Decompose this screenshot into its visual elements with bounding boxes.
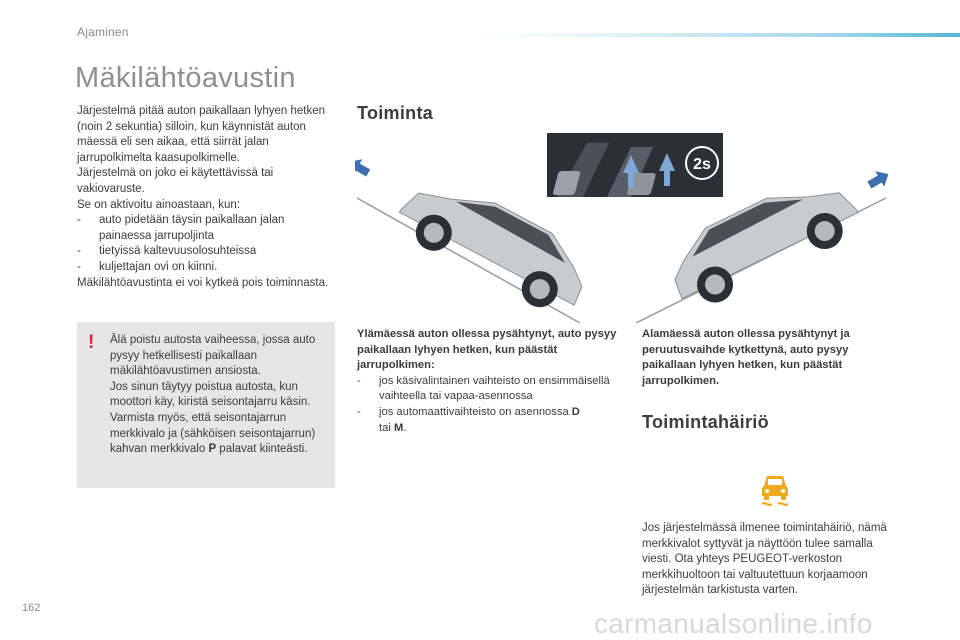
intro-paragraph-4: Mäkilähtöavustinta ei voi kytkeä pois toiminnasta. (77, 276, 329, 289)
caption-uphill (357, 327, 625, 436)
list-item: - tietyissä kaltevuusolosuhteissa (77, 245, 257, 258)
caption-downhill: Alamäessä auton ollessa pysähtynyt ja peruutusvaihde kytkettynä, auto pysyy paikallaan lyhyen hetken, kun päästät jarrupolkimen. (642, 328, 850, 387)
header-rule (480, 33, 960, 37)
fault-text: Jos järjestelmässä ilmenee toimintahäiriö, nämä merkkivalot syttyvät ja näyttöön tulee samalla viesti. Ota yhteys PEUGEOT-verkoston merkkihuoltoon tai valtuutettuun korjaamoon järjestelmän tarkistusta varten. (642, 522, 887, 597)
car-downhill-illustration (636, 158, 901, 328)
intro-paragraph-2: Järjestelmä on joko ei käytettävissä tai vakiovaruste. (77, 167, 274, 195)
intro-text (77, 104, 339, 291)
warning-icon: ! (88, 332, 95, 353)
section-label: Ajaminen (77, 25, 129, 39)
intro-paragraph-1: Järjestelmä pitää auton paikallaan lyhyen hetken (noin 2 sekuntia) silloin, kun käynnistät auton mäessä eli sen aikaa, että siirrät jalan jarrupolkimelta kaasupolkimelle. (77, 105, 326, 164)
heading-toiminta: Toiminta (357, 103, 434, 123)
watermark: carmanualsonline.info (594, 608, 873, 639)
list-item: - jos käsivalintainen vaihteisto on ensimmäisellä vaihteella tai vapaa-asennossa (357, 374, 610, 403)
car-downhill-image (636, 158, 901, 323)
intro-paragraph-3: Se on aktivoitu ainoastaan, kun: (77, 198, 241, 211)
skid-warning-icon (758, 472, 792, 513)
page-number: 162 (22, 602, 41, 614)
car-uphill-illustration (355, 158, 630, 328)
page-title: Mäkilähtöavustin (75, 62, 296, 94)
list-item: - jos automaattivaihteisto on asennossa D tai M. (357, 405, 580, 434)
list-item: - kuljettajan ovi on kiinni. (77, 260, 218, 273)
heading-toimintahairio: Toimintahäiriö (642, 412, 769, 432)
list-item: - auto pidetään täysin paikallaan jalan painaessa jarrupoljinta (77, 214, 285, 242)
caption-uphill-bold: Ylämäessä auton ollessa pysähtynyt, auto pysyy paikallaan lyhyen hetken, kun päästät jarrupolkimen: (357, 328, 617, 372)
car-uphill-image (355, 158, 630, 323)
warning-paragraph-2: Jos sinun täytyy poistua autosta, kun moottori käy, kiristä seisontajarru käsin. Varmista myös, että seisontajarrun merkkivalo ja (sähköisen seisontajarrun) kahvan merkkivalo P palavat kiinteästi. (110, 380, 316, 456)
warning-paragraph-1: Älä poistu autosta vaiheessa, jossa auto pysyy hetkellisesti paikallaan mäkilähtöavustimen ansiosta. (110, 334, 316, 378)
two-seconds-badge: 2s (693, 156, 711, 173)
warning-text (110, 333, 335, 458)
